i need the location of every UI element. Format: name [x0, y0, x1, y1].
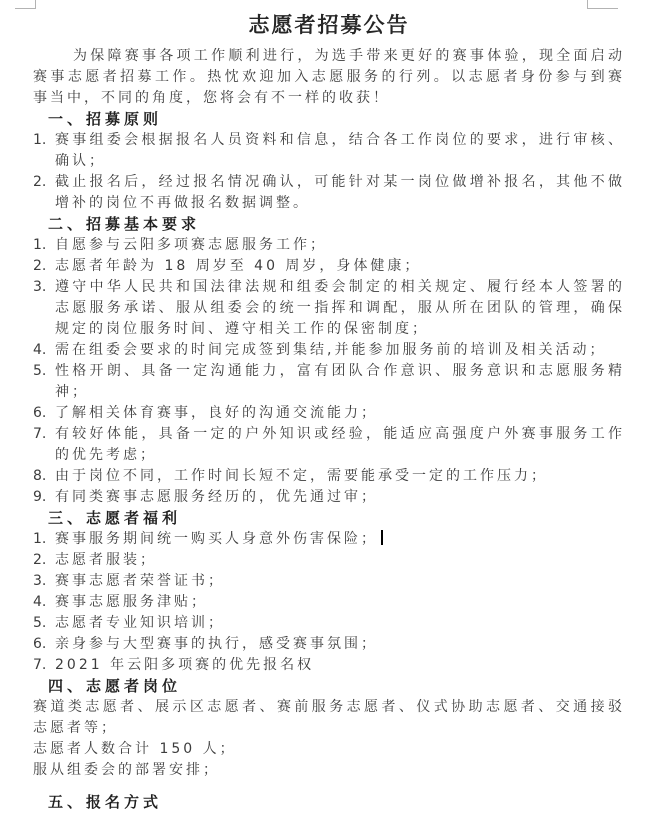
list-item-text: 需在组委会要求的时间完成签到集结,并能参加服务前的培训及相关活动；: [55, 342, 607, 358]
list-item: [33, 487, 625, 508]
list-item-number: 8.: [33, 468, 47, 484]
list-item-text: 遵守中华人民共和国法律法规和组委会制定的相关规定、履行经本人签署的志愿服务承诺、服从组委会的统一指挥和调配，服从所在团队的管理，确保规定的岗位服务时间、遵守相关工作的保密制度；: [55, 279, 625, 337]
list-item-number: 6.: [33, 405, 47, 421]
list-item: [33, 571, 625, 592]
document-title: 志愿者招募公告: [248, 13, 410, 37]
list-item-text: 赛事服务期间统一购买人身意外伤害保险；: [55, 529, 625, 550]
list-item: [33, 172, 625, 214]
list-item: [33, 634, 625, 655]
body-paragraph: 赛道类志愿者、展示区志愿者、赛前服务志愿者、仪式协助志愿者、交通接驳志愿者等；: [33, 699, 625, 736]
list-item-number: 3.: [33, 573, 47, 589]
list-item-number: 4.: [33, 594, 47, 610]
list-item: [33, 529, 625, 550]
list-item: [33, 235, 625, 256]
list-item-text: 由于岗位不同，工作时间长短不定，需要能承受一定的工作压力；: [55, 468, 548, 484]
section-heading: 二、招募基本要求: [48, 215, 201, 233]
list-item: [33, 466, 625, 487]
text-cursor: [381, 530, 383, 545]
list-item-text: 志愿者年龄为 18 周岁至 40 周岁，身体健康；: [55, 258, 422, 274]
list-item-number: 2.: [33, 552, 47, 568]
list-item: [33, 550, 625, 571]
list-item-number: 2.: [33, 174, 47, 190]
list-item-text: 截止报名后，经过报名情况确认，可能针对某一岗位做增补报名，其他不做增补的岗位不再做报名数据调整。: [55, 174, 625, 211]
list-item-number: 7.: [33, 657, 47, 673]
intro-paragraph: 为保障赛事各项工作顺利进行，为选手带来更好的赛事体验，现全面启动赛事志愿者招募工作。热忱欢迎加入志愿服务的行列。以志愿者身份参与到赛事当中，不同的角度，您将会有不一样的收获！: [33, 48, 625, 106]
list-item-text: 志愿者服装；: [55, 552, 157, 568]
list-item-text: 性格开朗、具备一定沟通能力，富有团队合作意识、服务意识和志愿服务精神；: [55, 363, 625, 400]
list-item: [33, 256, 625, 277]
section-heading: 四、志愿者岗位: [48, 677, 182, 695]
list-item-number: 5.: [33, 363, 47, 379]
document-sections: [33, 109, 625, 781]
list-item-number: 5.: [33, 615, 47, 631]
list-item-number: 1.: [33, 531, 47, 547]
list-item: [33, 592, 625, 613]
list-item-text: 赛事志愿服务津贴；: [55, 594, 208, 610]
list-item: [33, 424, 625, 466]
list-item: [33, 613, 625, 634]
list-item-text: 赛事组委会根据报名人员资料和信息，结合各工作岗位的要求，进行审核、确认；: [55, 132, 625, 169]
list-item: [33, 277, 625, 340]
list-item-text: 了解相关体育赛事，良好的沟通交流能力；: [55, 405, 378, 421]
list-item-number: 2.: [33, 258, 47, 274]
list-item-text: 亲身参与大型赛事的执行，感受赛事氛围；: [55, 636, 378, 652]
list-item-number: 1.: [33, 132, 47, 148]
list-item-text: 赛事志愿者荣誉证书；: [55, 573, 225, 589]
list-item: [33, 340, 625, 361]
partial-bottom-section-heading: 五、报名方式: [48, 793, 163, 811]
list-item-number: 9.: [33, 489, 47, 505]
list-item: [33, 655, 625, 676]
body-paragraph: 志愿者人数合计 150 人；: [33, 741, 237, 757]
list-item: [33, 403, 625, 424]
list-item-number: 6.: [33, 636, 47, 652]
list-item: [33, 361, 625, 403]
list-item-text: 自愿参与云阳多项赛志愿服务工作；: [55, 237, 327, 253]
body-paragraph: 服从组委会的部署安排；: [33, 762, 220, 778]
section-heading: 三、志愿者福利: [48, 509, 182, 527]
list-item-text: 2021 年云阳多项赛的优先报名权: [55, 657, 315, 673]
list-item-number: 3.: [33, 279, 47, 295]
list-item: [33, 130, 625, 172]
list-item-number: 1.: [33, 237, 47, 253]
page-corner-mark-right: [587, 0, 618, 9]
list-item-number: 4.: [33, 342, 47, 358]
section-heading: 一、招募原则: [48, 110, 163, 128]
list-item-number: 7.: [33, 426, 47, 442]
list-item-text: 有同类赛事志愿服务经历的，优先通过审；: [55, 489, 378, 505]
page-corner-mark-left: [15, 0, 36, 9]
list-item-text: 有较好体能，具备一定的户外知识或经验，能适应高强度户外赛事服务工作的优先考虑；: [55, 426, 625, 463]
list-item-text: 志愿者专业知识培训；: [55, 615, 225, 631]
